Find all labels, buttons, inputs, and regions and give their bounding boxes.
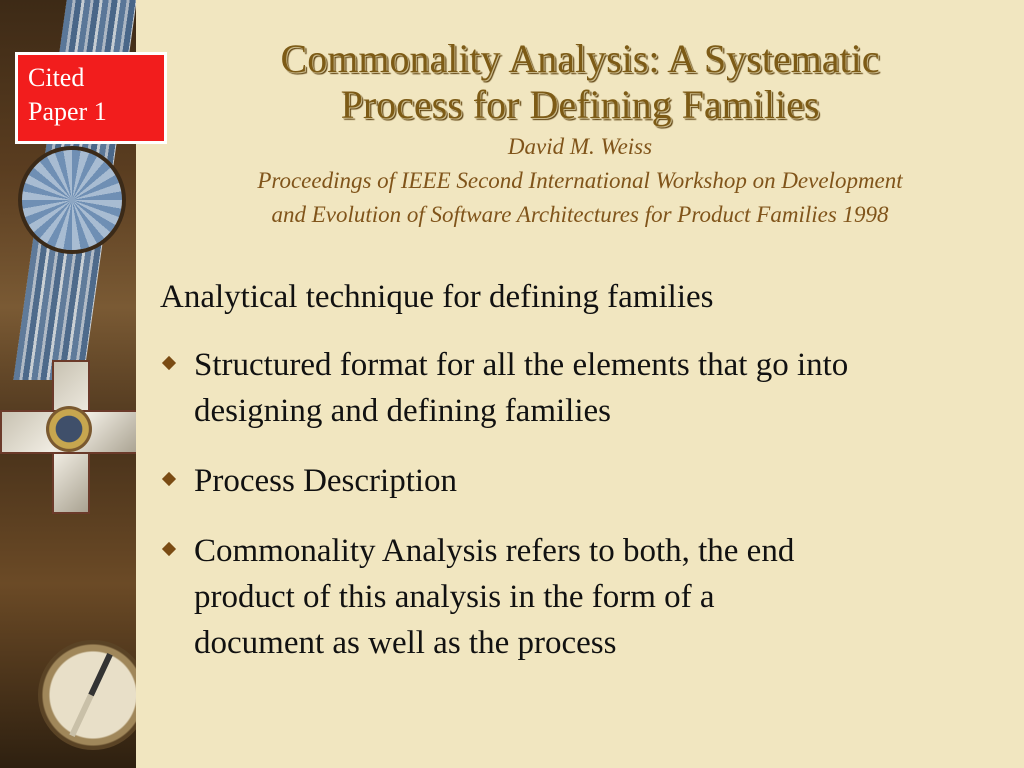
- badge-line-2: Paper 1: [28, 97, 107, 126]
- slide-header: [160, 36, 1000, 232]
- diamond-bullet-icon: [162, 472, 176, 486]
- cited-paper-badge: [15, 52, 167, 144]
- title-line-1: Commonality Analysis: A Systematic: [280, 36, 880, 81]
- venue-line-2: and Evolution of Software Architectures for Product Families 1998: [271, 202, 889, 227]
- venue-line-1: Proceedings of IEEE Second International Workshop on Development: [257, 168, 903, 193]
- bullet-text-line: Process Description: [194, 463, 458, 499]
- bullet-text-line: Commonality Analysis refers to both, the end: [194, 533, 795, 569]
- slide-body: [158, 276, 998, 690]
- title-line-2: Process for Defining Families: [340, 82, 820, 127]
- diamond-bullet-icon: [162, 356, 176, 370]
- badge-line-1: Cited: [28, 63, 85, 92]
- bullet-item: [158, 528, 998, 666]
- diamond-bullet-icon: [162, 542, 176, 556]
- lead-text: Analytical technique for defining families: [160, 279, 714, 315]
- bullet-item: [158, 458, 998, 504]
- author-name: David M. Weiss: [507, 134, 653, 159]
- bullet-text-line: designing and defining families: [194, 393, 611, 429]
- bullet-list: [158, 342, 998, 666]
- bullet-text-line: product of this analysis in the form of a: [194, 579, 715, 615]
- cross-medal-center: [46, 406, 92, 452]
- bullet-text-line: Structured format for all the elements that go into: [194, 347, 849, 383]
- rosette-decoration: [22, 150, 122, 250]
- slide-title: [160, 36, 1000, 128]
- bullet-text-line: document as well as the process: [194, 625, 617, 661]
- bullet-item: [158, 342, 998, 434]
